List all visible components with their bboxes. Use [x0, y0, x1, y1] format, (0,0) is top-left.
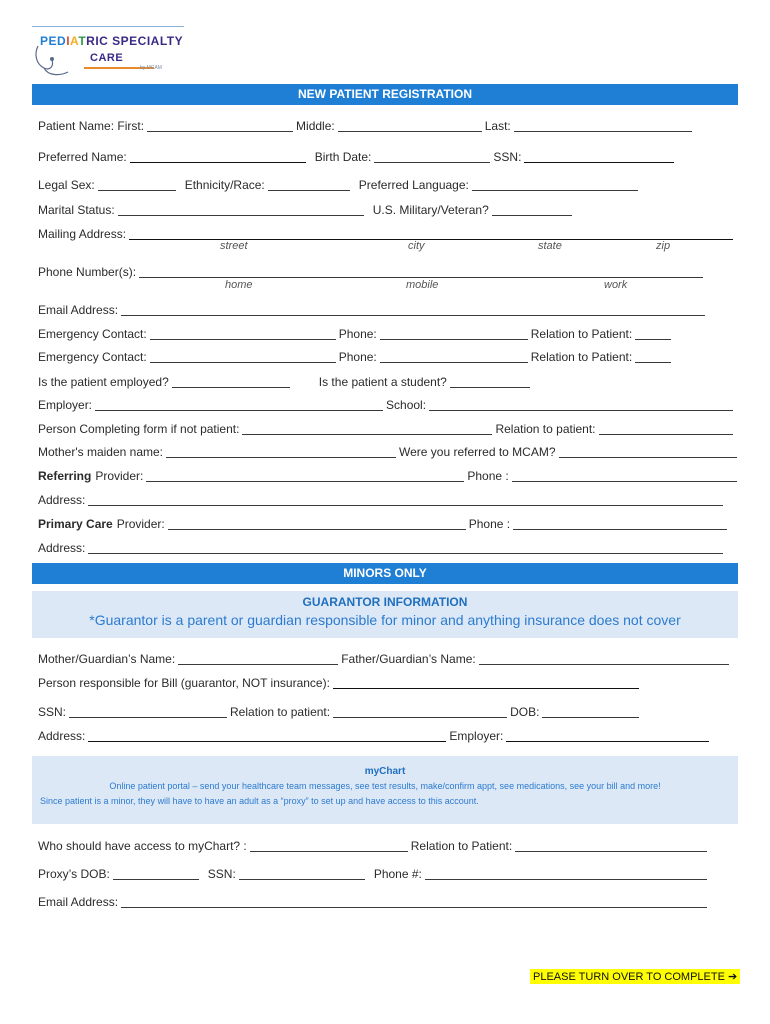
field-military[interactable]	[492, 204, 572, 216]
label-employer: Employer:	[38, 398, 93, 412]
label-father: Father/Guardian’s Name:	[341, 652, 476, 666]
row-maiden-name	[38, 444, 740, 459]
label-referring: Referring	[38, 469, 92, 483]
field-preferred-language[interactable]	[472, 179, 638, 191]
field-school[interactable]	[429, 399, 733, 411]
field-guarantor-employer[interactable]	[506, 730, 709, 742]
hint-state: state	[538, 240, 562, 252]
label-student: Is the patient a student?	[318, 375, 447, 389]
field-emergency-relation-2[interactable]	[635, 351, 671, 363]
field-emergency-phone-1[interactable]	[380, 328, 528, 340]
hint-mobile: mobile	[406, 279, 439, 291]
label-address: Address:	[38, 493, 86, 507]
guarantor-title: GUARANTOR INFORMATION	[302, 595, 468, 609]
label-mailing-address: Mailing Address:	[38, 227, 127, 241]
label-emergency-relation: Relation to Patient:	[530, 350, 633, 364]
field-last-name[interactable]	[514, 120, 692, 132]
logo-top-line	[32, 26, 184, 27]
label-military: U.S. Military/Veteran?	[372, 203, 489, 217]
label-preferred-name: Preferred Name:	[38, 150, 127, 164]
field-mychart-access[interactable]	[250, 840, 408, 852]
label-emergency-relation: Relation to Patient:	[530, 327, 633, 341]
field-guarantor-dob[interactable]	[542, 706, 639, 718]
row-proxy-email	[38, 894, 710, 909]
field-preferred-name[interactable]	[130, 151, 306, 163]
field-first-name[interactable]	[147, 120, 293, 132]
label-guarantor-relation: Relation to patient:	[230, 705, 331, 719]
mychart-title: myChart	[364, 766, 406, 777]
label-mychart-relation: Relation to Patient:	[410, 839, 513, 853]
label-provider: Provider:	[95, 469, 144, 483]
logo-care: CARE	[90, 52, 124, 64]
label-mychart-access: Who should have access to myChart? :	[38, 839, 247, 853]
mychart-proxy-note: Since patient is a minor, they will have to have an adult as a “proxy” to set up and have access to this account.	[40, 796, 479, 806]
field-proxy-email[interactable]	[121, 896, 707, 908]
row-legal-sex	[38, 177, 736, 192]
row-emergency-2	[38, 349, 736, 364]
label-school: School:	[386, 398, 427, 412]
field-responsible[interactable]	[333, 677, 639, 689]
field-father-name[interactable]	[479, 653, 729, 665]
field-proxy-ssn[interactable]	[239, 868, 365, 880]
label-mother: Mother/Guardian’s Name:	[38, 652, 176, 666]
field-emergency-contact-2[interactable]	[150, 351, 336, 363]
label-responsible: Person responsible for Bill (guarantor, NOT insurance):	[38, 676, 330, 690]
label-guarantor-ssn: SSN:	[38, 705, 67, 719]
field-email[interactable]	[121, 304, 705, 316]
field-ethnicity[interactable]	[268, 179, 350, 191]
label-ssn: SSN:	[493, 150, 522, 164]
field-birth-date[interactable]	[374, 151, 490, 163]
row-primary-care	[38, 516, 730, 531]
field-maiden-name[interactable]	[166, 446, 396, 458]
label-last: Last:	[484, 119, 511, 133]
row-mychart-access	[38, 838, 710, 853]
logo-subtitle: by MCAM	[140, 65, 162, 71]
row-guarantor-ssn	[38, 704, 642, 719]
field-emergency-relation-1[interactable]	[635, 328, 671, 340]
label-phone-numbers: Phone Number(s):	[38, 265, 137, 279]
hint-city: city	[408, 240, 425, 252]
field-primary-phone[interactable]	[513, 518, 727, 530]
label-email: Email Address:	[38, 303, 119, 317]
field-guarantor-ssn[interactable]	[69, 706, 227, 718]
row-primary-address	[38, 540, 726, 555]
field-referring-phone[interactable]	[512, 470, 737, 482]
row-mailing-address	[38, 226, 736, 241]
label-proxy-email: Email Address:	[38, 895, 119, 909]
row-employed	[38, 374, 736, 389]
field-referring-address[interactable]	[88, 494, 723, 506]
row-referring-address	[38, 492, 726, 507]
field-emergency-phone-2[interactable]	[380, 351, 528, 363]
label-ethnicity: Ethnicity/Race:	[184, 178, 265, 192]
field-student[interactable]	[450, 376, 530, 388]
label-relation-to-patient: Relation to patient:	[495, 422, 596, 436]
label-emergency-contact: Emergency Contact:	[38, 327, 147, 341]
row-email	[38, 302, 708, 317]
field-proxy-dob[interactable]	[113, 868, 199, 880]
label-first: Patient Name: First:	[38, 119, 145, 133]
label-referring-phone: Phone :	[467, 469, 509, 483]
row-referring-provider	[38, 468, 740, 483]
field-employer[interactable]	[95, 399, 383, 411]
practice-logo	[32, 26, 184, 78]
hint-work: work	[604, 279, 628, 291]
row-responsible	[38, 675, 642, 690]
label-emergency-phone: Phone:	[338, 350, 377, 364]
row-employer	[38, 397, 736, 412]
turn-over-text: PLEASE TURN OVER TO COMPLETE	[533, 971, 725, 983]
registration-header: NEW PATIENT REGISTRATION	[32, 84, 738, 105]
mychart-panel	[32, 756, 738, 824]
row-parents	[38, 651, 732, 666]
label-maiden-name: Mother's maiden name:	[38, 445, 164, 459]
minors-header: MINORS ONLY	[32, 563, 738, 584]
label-provider: Provider:	[116, 517, 165, 531]
label-proxy-phone: Phone #:	[373, 867, 422, 881]
row-guarantor-address	[38, 728, 712, 743]
label-emergency-contact: Emergency Contact:	[38, 350, 147, 364]
field-primary-address[interactable]	[88, 542, 723, 554]
label-referred: Were you referred to MCAM?	[399, 445, 556, 459]
stethoscope-icon	[32, 44, 72, 78]
field-employed[interactable]	[172, 376, 290, 388]
label-proxy-ssn: SSN:	[207, 867, 236, 881]
row-person-completing	[38, 421, 736, 436]
hint-home: home	[225, 279, 253, 291]
logo-title: PEDIATRIC SPECIALTY	[40, 34, 184, 48]
label-middle: Middle:	[296, 119, 335, 133]
label-guarantor-address: Address:	[38, 729, 86, 743]
field-relation-to-patient[interactable]	[599, 423, 733, 435]
label-legal-sex: Legal Sex:	[38, 178, 95, 192]
arrow-right-icon: ➔	[728, 971, 738, 983]
row-marital	[38, 202, 736, 217]
label-primary-phone: Phone :	[468, 517, 511, 531]
label-address: Address:	[38, 541, 86, 555]
field-person-completing[interactable]	[242, 423, 492, 435]
guarantor-panel	[32, 591, 738, 638]
label-employed: Is the patient employed?	[38, 375, 169, 389]
label-guarantor-employer: Employer:	[449, 729, 504, 743]
mychart-description: Online patient portal – send your healthcare team messages, see test results, make/confirm appt, see medications, see your bill and more!	[109, 781, 661, 791]
label-primary-care: Primary Care	[38, 517, 113, 531]
row-phone-numbers	[38, 264, 706, 279]
label-preferred-language: Preferred Language:	[358, 178, 469, 192]
row-patient-name	[38, 118, 736, 133]
label-birth-date: Birth Date:	[314, 150, 372, 164]
turn-over-note	[530, 969, 740, 984]
guarantor-subtitle: *Guarantor is a parent or guardian responsible for minor and anything insurance does not cover	[89, 612, 681, 628]
label-emergency-phone: Phone:	[338, 327, 377, 341]
field-referring-provider[interactable]	[146, 470, 464, 482]
label-person-completing: Person Completing form if not patient:	[38, 422, 240, 436]
field-phone-numbers[interactable]	[139, 266, 703, 278]
field-middle-name[interactable]	[338, 120, 482, 132]
field-ssn[interactable]	[524, 151, 674, 163]
field-referred[interactable]	[559, 446, 737, 458]
row-emergency-1	[38, 326, 736, 341]
field-mother-name[interactable]	[178, 653, 338, 665]
field-legal-sex[interactable]	[98, 179, 176, 191]
field-emergency-contact-1[interactable]	[150, 328, 336, 340]
label-guarantor-dob: DOB:	[510, 705, 540, 719]
field-mychart-relation[interactable]	[515, 840, 707, 852]
hint-zip: zip	[656, 240, 671, 252]
field-marital-status[interactable]	[118, 204, 364, 216]
label-marital-status: Marital Status:	[38, 203, 115, 217]
row-proxy	[38, 866, 710, 881]
hint-street: street	[220, 240, 248, 252]
field-guarantor-address[interactable]	[88, 730, 446, 742]
row-preferred-name	[38, 149, 736, 164]
field-guarantor-relation[interactable]	[333, 706, 507, 718]
field-mailing-address[interactable]	[129, 228, 733, 240]
field-primary-care-provider[interactable]	[168, 518, 466, 530]
field-proxy-phone[interactable]	[425, 868, 707, 880]
label-proxy-dob: Proxy’s DOB:	[38, 867, 110, 881]
